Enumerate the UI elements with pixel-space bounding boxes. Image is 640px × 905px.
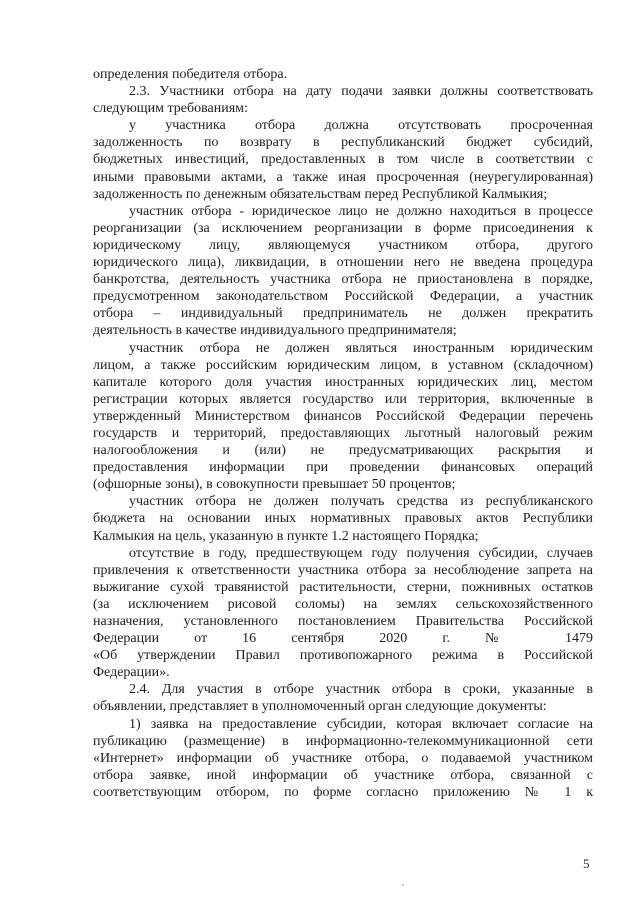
text-line: Федерации». (93, 665, 170, 681)
text-line: 1) заявка на предоставление субсидии, которая включает согласие на (129, 716, 593, 732)
text-line: 2.3. Участники отбора на дату подачи заявки должны соответствовать (129, 84, 593, 100)
text-line: отбора – индивидуальный предприниматель не должен прекратить (93, 306, 593, 322)
text-line: утвержденный Министерством финансов Российской Федерации перечень (93, 408, 593, 424)
text-line: капитале которого доля участия иностранных юридических лиц, местом (93, 374, 593, 390)
text-line: участник отбора не должен являться иностранным юридическим (129, 340, 593, 356)
text-line: юридическому лицу, являющемуся участником отбора, другого (93, 237, 593, 253)
text-line: (офшорные зоны), в совокупности превышает 50 процентов; (93, 477, 456, 493)
text-line: предоставления информации при проведении финансовых операций (93, 460, 593, 476)
text-line: объявлении, представляет в уполномоченный орган следующие документы: (93, 699, 547, 715)
text-line: регистрации которых является государство или территория, включенные в (93, 391, 593, 407)
text-line: задолженность по денежным обязательствам перед Республикой Калмыкия; (93, 186, 548, 202)
text-line: реорганизации (за исключением реорганизации в форме присоединения к (93, 220, 593, 236)
text-line: бюджетных инвестиций, предоставленных в том числе в соответствии с (93, 152, 593, 168)
text-line: «Интернет» информации об участнике отбора, о подаваемой участником (93, 750, 593, 766)
text-line: предусмотренном законодательством Российской Федерации, а участник (93, 289, 593, 305)
text-line: выжигание сухой травянистой растительности, стерни, пожнивных остатков (93, 579, 593, 595)
scan-artifact (402, 884, 404, 886)
text-line: участник отбора - юридическое лицо не должно находиться в процессе (129, 203, 593, 219)
text-line: банкротства, деятельность участника отбора не приостановлена в порядке, (93, 272, 593, 288)
text-line: определения победителя отбора. (93, 67, 288, 82)
text-line: привлечения к ответственности участника отбора за несоблюдение запрета на (93, 562, 593, 578)
text-line: лицом, а также российским юридическим лицом, в уставном (складочном) (93, 357, 593, 373)
text-line: Федерации от 16 сентября 2020 г. № 1479 (93, 631, 593, 647)
text-line: у участника отбора должна отсутствовать просроченная (129, 118, 593, 134)
text-line: задолженность по возврату в республиканский бюджет субсидий, (93, 135, 593, 151)
page-number: 5 (583, 856, 590, 871)
text-line: «Об утверждении Правил противопожарного режима в Российской (93, 648, 593, 664)
text-line: юридического лица), ликвидации, в отношении него не введена процедура (93, 255, 593, 271)
text-line: назначения, установленного постановлением Правительства Российской (93, 614, 593, 629)
text-line: иными правовыми актами, а также иная просроченная (неурегулированная) (93, 169, 593, 185)
text-line: 2.4. Для участия в отборе участник отбора в сроки, указанные в (129, 682, 593, 698)
text-line: отсутствие в году, предшествующем году получения субсидии, случаев (129, 545, 593, 561)
text-line: следующим требованиям: (93, 101, 248, 117)
text-line: деятельность в качестве индивидуального предпринимателя; (93, 323, 457, 339)
text-line: участник отбора не должен получать средства из республиканского (129, 494, 593, 510)
text-line: налогообложения и (или) не предусматривающих раскрытия и (93, 443, 593, 459)
text-line: бюджета на основании иных нормативных правовых актов Республики (93, 511, 593, 527)
text-line: публикацию (размещение) в информационно-телекоммуникационной сети (93, 733, 593, 749)
text-line: отбора заявке, иной информации об участнике отбора, связанной с (93, 767, 593, 783)
text-line: государств и территорий, предоставляющих льготный налоговый режим (93, 425, 593, 441)
text-line: Калмыкия на цель, указанную в пункте 1.2 настоящего Порядка; (93, 528, 479, 544)
text-line: соответствующим отбором, по форме согласно приложению № 1 к (93, 784, 593, 800)
document-body (93, 66, 593, 801)
text-line: (за исключением рисовой соломы) на землях сельскохозяйственного (93, 596, 593, 612)
